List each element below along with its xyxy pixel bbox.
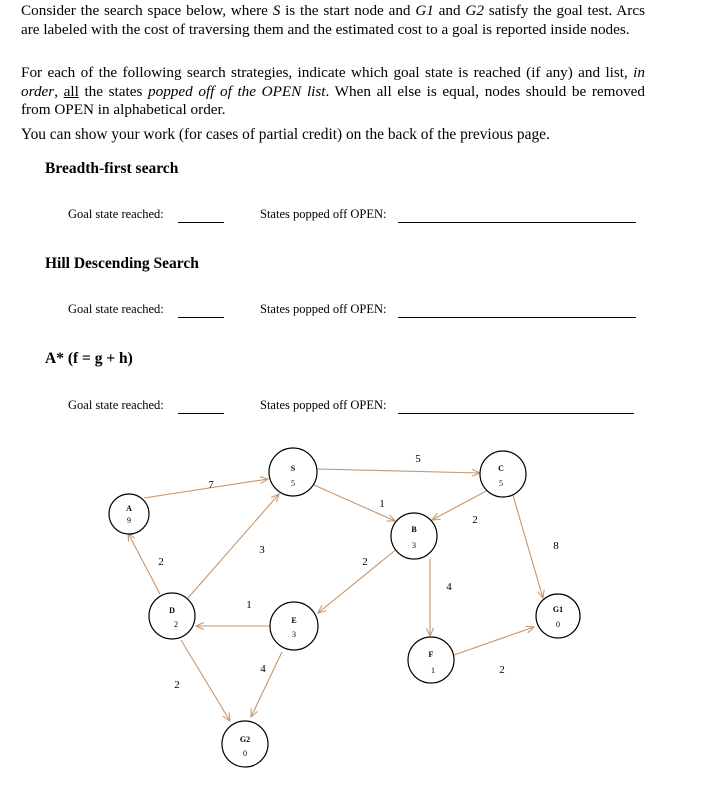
- intro-goal-2: G2: [465, 2, 484, 19]
- node-heuristic: 5: [499, 479, 503, 488]
- edge-C-G1: [512, 492, 543, 598]
- edge-label-B-F: 4: [446, 581, 452, 593]
- intro-text: the states: [78, 82, 149, 100]
- node-label: C: [498, 464, 504, 473]
- node-S: [269, 448, 317, 496]
- intro-goal-1: G1: [415, 2, 434, 19]
- node-heuristic: 2: [174, 620, 178, 629]
- node-D: [149, 593, 195, 639]
- section-title-bfs: Breadth-first search: [45, 160, 179, 177]
- states-label: States popped off OPEN:: [260, 302, 387, 316]
- edge-E-G2: [251, 652, 282, 717]
- node-G1: [536, 594, 580, 638]
- edge-label-E-G2: 4: [260, 663, 266, 675]
- node-heuristic: 0: [243, 749, 247, 758]
- node-G2: [222, 721, 268, 767]
- intro-underline: all: [63, 82, 79, 100]
- node-heuristic: 3: [292, 630, 296, 639]
- intro-emphasis: popped off of the OPEN list: [148, 82, 326, 100]
- node-E: [270, 602, 318, 650]
- node-label: A: [126, 504, 132, 513]
- node-F: [408, 637, 454, 683]
- section-title-astar: A* (f = g + h): [45, 350, 133, 367]
- node-C: [480, 451, 526, 497]
- node-A: [109, 494, 149, 534]
- intro-start-node: S: [272, 2, 281, 19]
- edge-D-G2: [181, 640, 230, 721]
- node-label: D: [169, 606, 175, 615]
- intro-text: . When all else is equal, nodes should be removed from OPEN in alphabetical order.: [21, 82, 646, 118]
- states-label: States popped off OPEN:: [260, 398, 387, 412]
- node-heuristic: 0: [556, 620, 560, 629]
- intro-text: ,: [54, 82, 64, 100]
- goal-label: Goal state reached:: [68, 302, 164, 316]
- intro-text: Consider the search space below, where: [21, 2, 273, 19]
- edge-label-C-B: 2: [472, 514, 478, 526]
- edge-label-S-C: 5: [415, 453, 421, 465]
- node-label: B: [411, 525, 417, 534]
- intro-text: For each of the following search strategies, indicate which goal state is reached (if any) and list,: [21, 64, 634, 81]
- node-label: G2: [239, 735, 251, 744]
- intro-paragraph-3: You can show your work (for cases of partial credit) on the back of the previous page.: [21, 126, 550, 143]
- node-heuristic: 3: [412, 541, 416, 550]
- node-label: S: [290, 464, 296, 473]
- edge-C-B: [432, 489, 490, 520]
- edge-label-C-G1: 8: [553, 540, 559, 552]
- edge-label-E-D: 1: [246, 599, 252, 611]
- node-label: F: [428, 650, 434, 659]
- edge-A-S: [144, 479, 268, 498]
- node-heuristic: 1: [431, 666, 435, 675]
- node-label: G1: [552, 605, 564, 614]
- edge-label-S-B: 1: [379, 498, 385, 510]
- edge-F-G1: [454, 627, 534, 655]
- intro-text: is the start node and: [280, 2, 416, 19]
- goal-label: Goal state reached:: [68, 207, 164, 221]
- node-label: E: [291, 616, 297, 625]
- node-heuristic: 5: [291, 479, 295, 488]
- intro-emphasis: in order: [21, 64, 645, 100]
- graph-edges: [128, 469, 543, 721]
- goal-label: Goal state reached:: [68, 398, 164, 412]
- edge-S-C: [317, 469, 480, 473]
- edge-label-D-G2: 2: [174, 679, 180, 691]
- edge-label-F-G1: 2: [499, 664, 505, 676]
- edge-label-D-S: 3: [259, 544, 265, 556]
- node-B: [391, 513, 437, 559]
- edge-D-S: [188, 494, 279, 598]
- edge-label-B-E: 2: [362, 556, 368, 568]
- intro-text: satisfy the goal test. Arcs are labeled with the cost of traversing them and the estimated cost to a goal is reported inside nodes.: [21, 2, 645, 38]
- node-heuristic: 9: [127, 516, 131, 525]
- edge-label-A-S: 7: [208, 479, 214, 491]
- edge-B-E: [318, 548, 398, 613]
- states-label: States popped off OPEN:: [260, 207, 387, 221]
- section-title-hill: Hill Descending Search: [45, 255, 199, 272]
- edge-label-D-A: 2: [158, 556, 164, 568]
- intro-text: and: [433, 2, 466, 19]
- edge-D-A: [128, 533, 160, 594]
